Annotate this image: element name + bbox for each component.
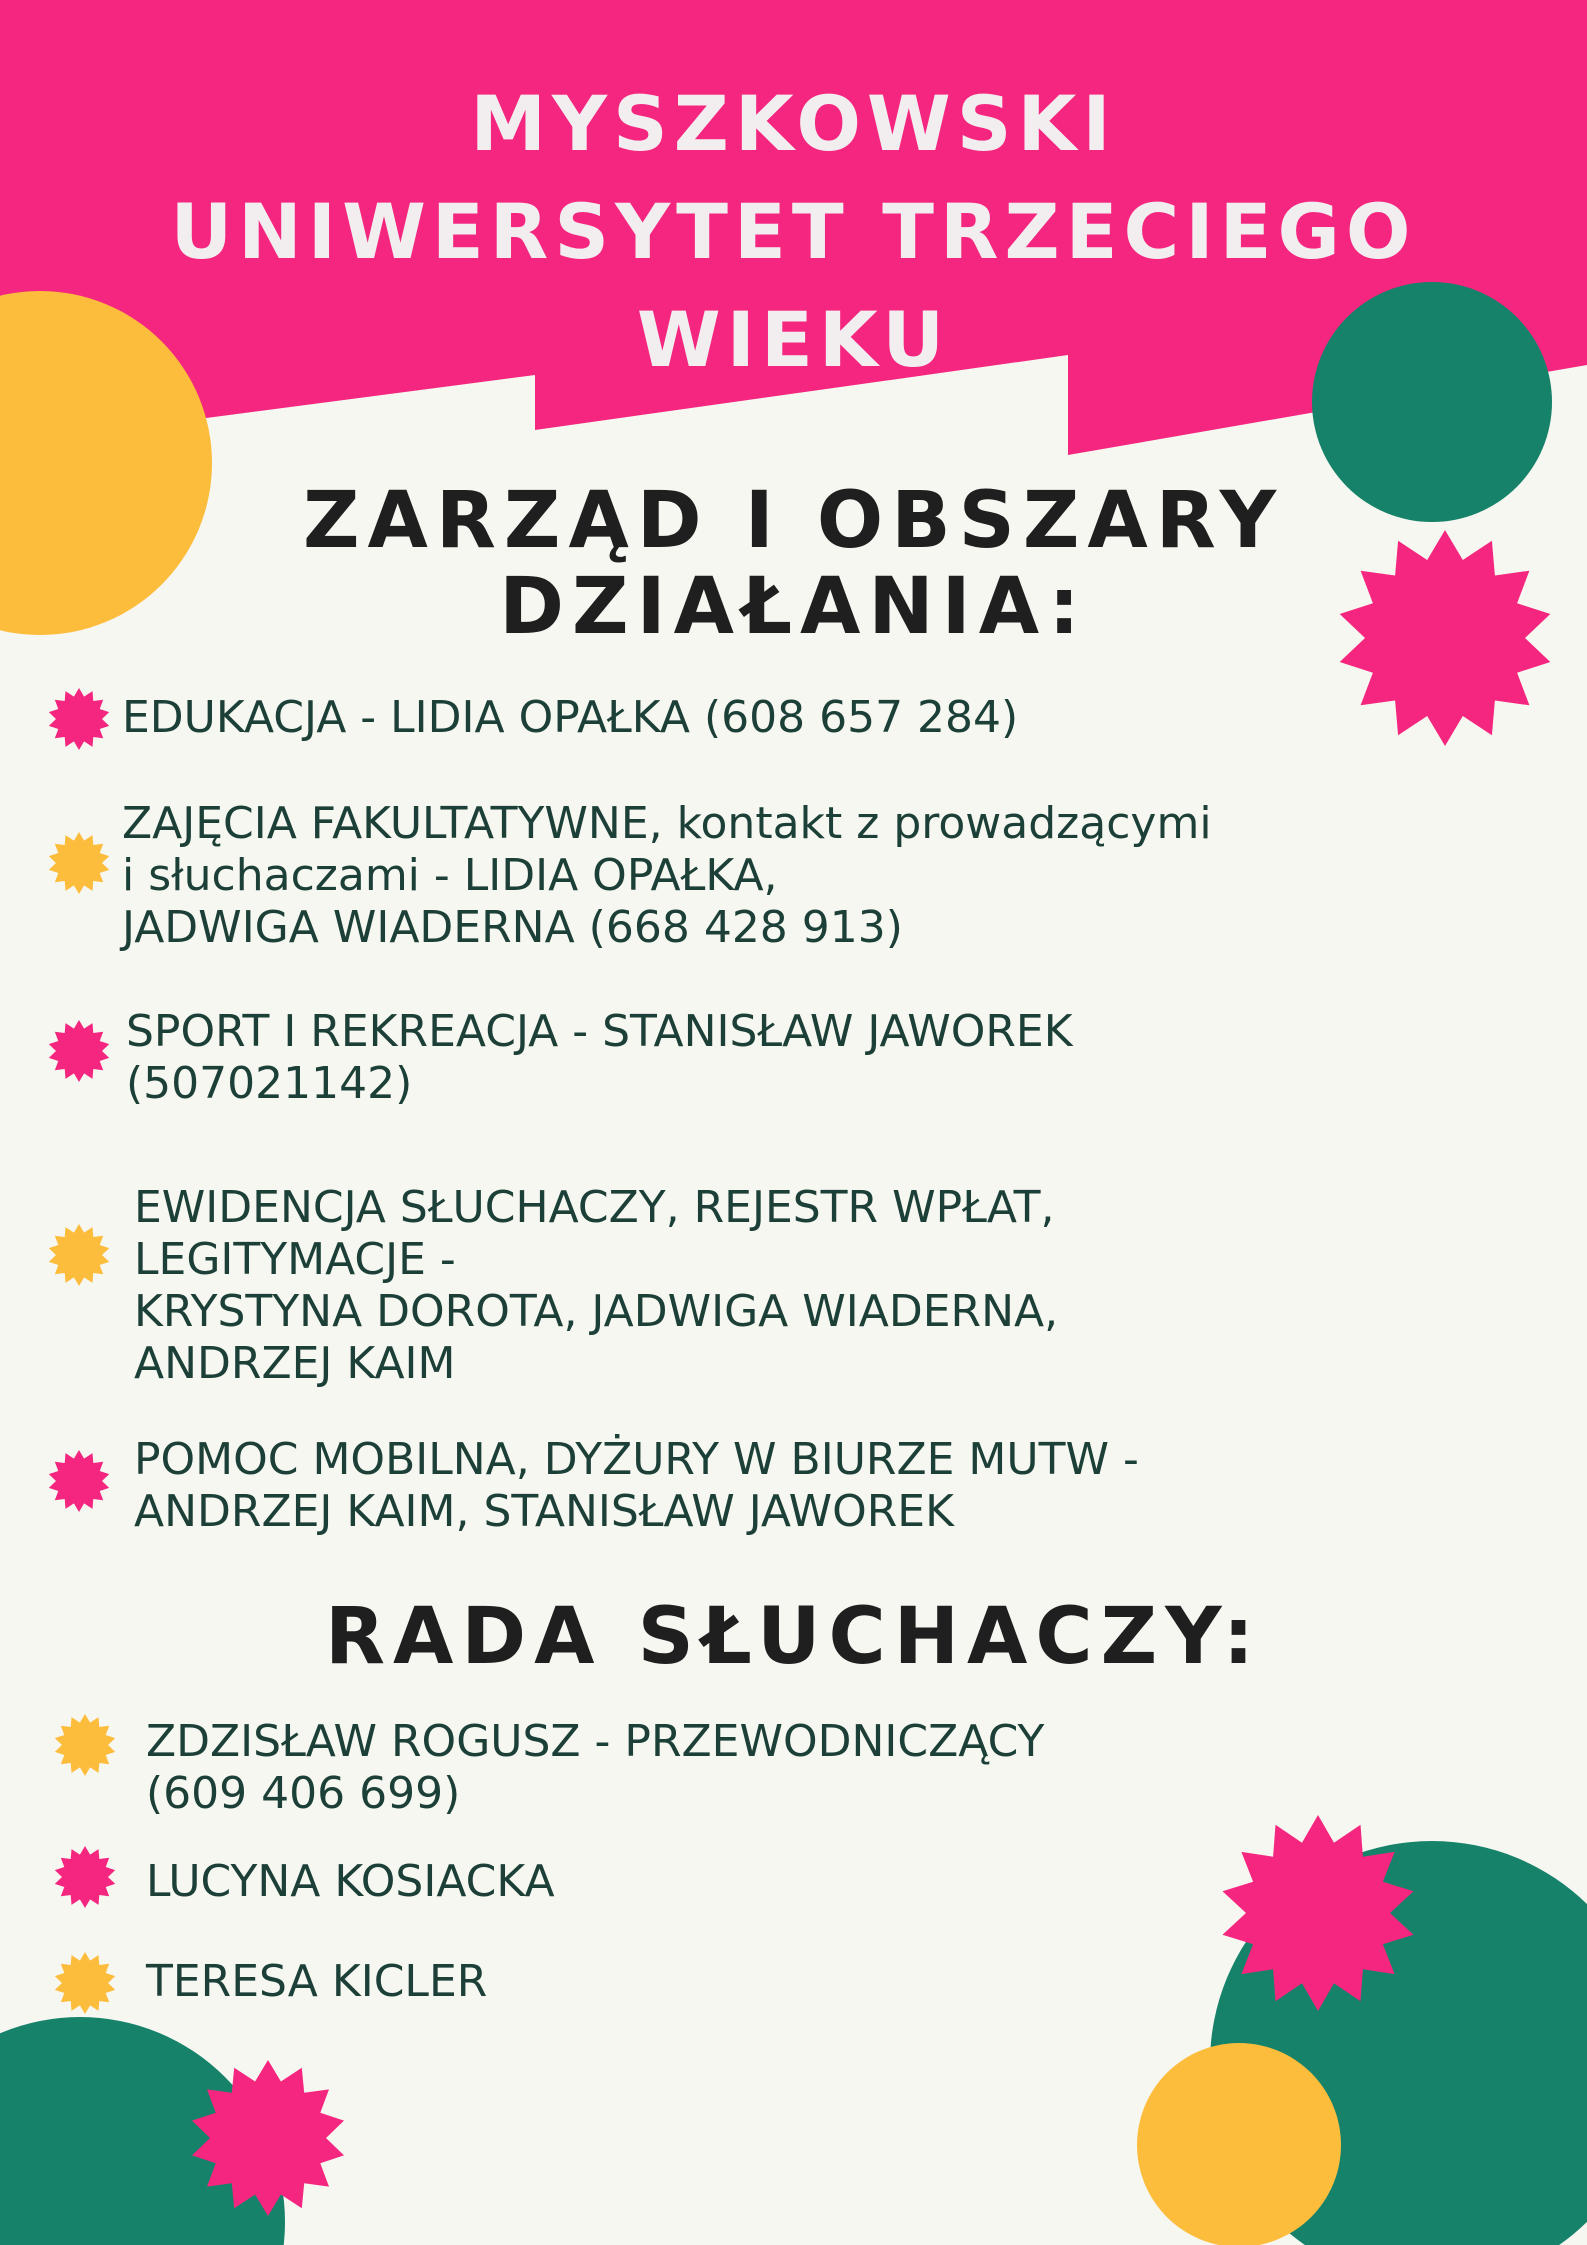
item-line: ZDZISŁAW ROGUSZ - PRZEWODNICZĄCY [146,1716,1045,1767]
item-line: SPORT I REKREACJA - STANISŁAW JAWOREK [126,1006,1073,1057]
item-line: LUCYNA KOSIACKA [146,1856,555,1907]
pink-star-bullet-icon [48,1020,110,1082]
item-line: LEGITYMACJE - [134,1234,456,1285]
list-item-rogusz [146,1716,1044,1820]
yellow-star-bullet-icon [54,1952,116,2014]
item-line: ANDRZEJ KAIM [134,1338,456,1389]
item-line: EDUKACJA - LIDIA OPAŁKA (608 657 284) [122,692,1019,743]
pink-star-bullet-icon [54,1846,116,1908]
section-heading-zarzad [0,478,1587,650]
title-line: UNIWERSYTET TRZECIEGO [170,187,1417,276]
pink-star-bullet-icon [48,688,110,750]
section-heading-rada [0,1592,1587,1682]
list-item-kicler [146,1956,487,2008]
list-item-sport [126,1006,1073,1110]
item-line: JADWIGA WIADERNA (668 428 913) [122,902,903,953]
yellow-star-bullet-icon [48,832,110,894]
item-line: EWIDENCJA SŁUCHACZY, REJESTR WPŁAT, [134,1182,1055,1233]
decor-circle-yellow-bottom-right [1137,2043,1341,2245]
title-line: MYSZKOWSKI [470,79,1117,168]
poster-title [0,70,1587,394]
item-line: ZAJĘCIA FAKULTATYWNE, kontakt z prowadzącymi [122,798,1212,849]
item-line: (609 406 699) [146,1768,461,1819]
item-line: ANDRZEJ KAIM, STANISŁAW JAWOREK [134,1486,954,1537]
list-item-zajecia [122,798,1212,954]
item-line: (507021142) [126,1058,413,1109]
list-item-edukacja [122,692,1018,744]
heading-line: ZARZĄD I OBSZARY [302,476,1285,566]
title-line: WIEKU [636,295,951,384]
item-line: KRYSTYNA DOROTA, JADWIGA WIADERNA, [134,1286,1059,1337]
yellow-star-bullet-icon [54,1714,116,1776]
item-line: TERESA KICLER [146,1956,488,2007]
item-line: i słuchaczami - LIDIA OPAŁKA, [122,850,778,901]
list-item-pomoc [134,1434,1139,1538]
list-item-kosiacka [146,1856,555,1908]
heading-line: RADA SŁUCHACZY: [324,1592,1263,1682]
item-line: POMOC MOBILNA, DYŻURY W BIURZE MUTW - [134,1434,1139,1485]
list-item-ewidencja [134,1182,1058,1390]
heading-line: DZIAŁANIA: [499,562,1088,652]
yellow-star-bullet-icon [48,1224,110,1286]
pink-star-bullet-icon [48,1450,110,1512]
